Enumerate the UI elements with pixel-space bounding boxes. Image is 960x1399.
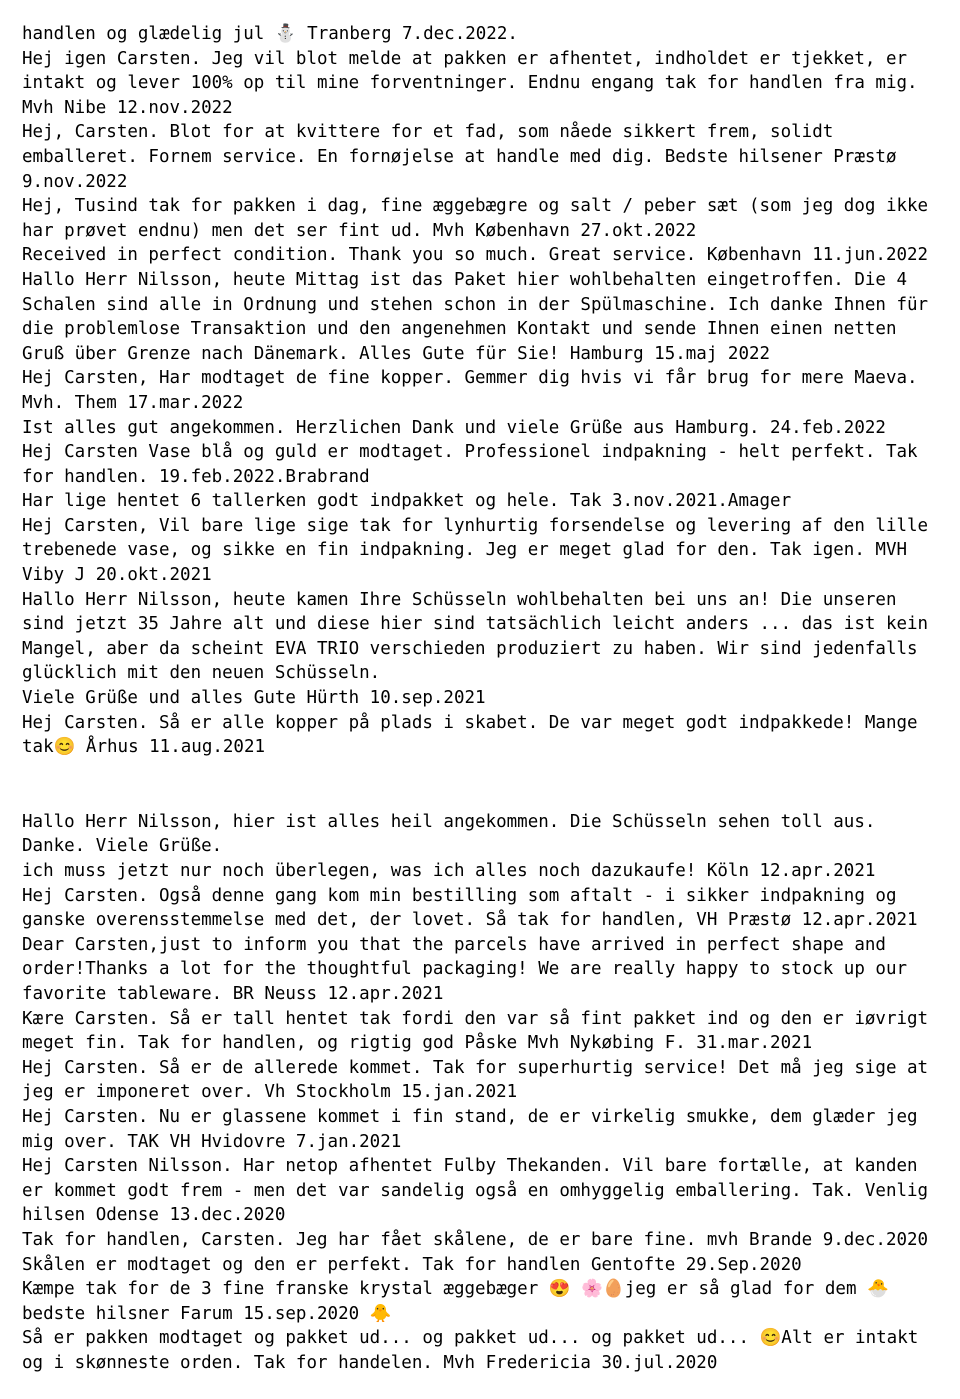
review-text: Hej Carsten. Så er alle kopper på plads i skabet. De var meget godt indpakkede! Mange tak😊 Århus 11.aug.2021 (22, 712, 918, 758)
review-text: Hej Carsten. Nu er glassene kommet i fin stand, de er virkelig smukke, dem glæder jeg mig over. TAK VH Hvidovre 7.jan.2021 (22, 1106, 918, 1152)
review-text: Hej Carsten. Så er de allerede kommet. Tak for superhurtig service! Det må jeg sige at jeg er imponeret over. Vh Stockholm 15.jan.2021 (22, 1057, 929, 1103)
review-text: Hej igen Carsten. Jeg vil blot melde at pakken er afhentet, indholdet er tjekket, er intakt og lever 100% op til mine forventninger. Endnu engang tak for handlen fra mig. Mvh Nibe 12.nov.2022 (22, 48, 918, 118)
review-text: Ist alles gut angekommen. Herzlichen Dank und viele Grüße aus Hamburg. 24.feb.2022 (22, 417, 886, 438)
review-text: Kæmpe tak for de 3 fine franske krystal æggebæger 😍 🌸🥚jeg er så glad for dem 🐣 bedste hilsner Farum 15.sep.2020 🐥 (22, 1279, 889, 1324)
section-gap (22, 760, 940, 810)
review-text: Dear Carsten,just to inform you that the parcels have arrived in perfect shape and order!Thanks a lot for the thoughtful packaging! We are really happy to stock up our favorite tableware. BR Neuss 12.apr.2021 (22, 934, 908, 1004)
review-text: handlen og glædelig jul ⛄ Tranberg 7.dec.2022. (22, 24, 518, 44)
review-text: Hallo Herr Nilsson, heute Mittag ist das Paket hier wohlbehalten eingetroffen. Die 4 Schalen sind alle in Ordnung und stehen schon in der Spülmaschine. Ich danke Ihnen für die problemlose Transaktion und den angenehmen Kontakt und sende Ihnen einen netten Gruß über Grenze nach Dänemark. Alles Gute für Sie! Hamburg 15.maj 2022 (22, 269, 929, 364)
review-list-top (22, 22, 940, 760)
review-text: Viele Grüße und alles Gute Hürth 10.sep.2021 (22, 688, 486, 709)
review-text: Hallo Herr Nilsson, heute kamen Ihre Schüsseln wohlbehalten bei uns an! Die unseren sind jetzt 35 Jahre alt und diese hier sind tatsächlich leicht anders ... das ist kein Mangel, aber da scheint EVA TRIO verschieden produziert zu haben. Wir sind jedenfalls glücklich mit den neuen Schüsseln. (22, 589, 929, 684)
review-text: ich muss jetzt nur noch überlegen, was ich alles noch dazukaufe! Köln 12.apr.2021 (22, 861, 876, 881)
review-text: Hallo Herr Nilsson, hier ist alles heil angekommen. Die Schüsseln sehen toll aus. Danke. Viele Grüße. (22, 811, 876, 857)
review-text: Received in perfect condition. Thank you so much. Great service. København 11.jun.2022 (22, 245, 929, 266)
review-text: Har lige hentet 6 tallerken godt indpakket og hele. Tak 3.nov.2021.Amager (22, 491, 792, 512)
review-text: Hej Carsten, Vil bare lige sige tak for lynhurtig forsendelse og levering af den lille trebenede vase, og sikke en fin indpakning. Jeg er meget glad for den. Tak igen. MVH Viby J 20.okt.2021 (22, 515, 929, 586)
review-text: Tak for handlen, Carsten. Jeg har fået skålene, de er bare fine. mvh Brande 9.dec.2020 (22, 1229, 929, 1250)
review-text: Skålen er modtaget og den er perfekt. Tak for handlen Gentofte 29.Sep.2020 (22, 1254, 802, 1275)
review-text: Hej, Carsten. Blot for at kvittere for et fad, som nåede sikkert frem, solidt emballeret. Fornem service. En fornøjelse at handle med dig. Bedste hilsener Præstø 9.nov.2022 (22, 122, 897, 192)
review-text: Hej Carsten Vase blå og guld er modtaget. Professionel indpakning - helt perfekt. Tak for handlen. 19.feb.2022.Brabrand (22, 442, 918, 487)
review-text: Så er pakken modtaget og pakket ud... og pakket ud... og pakket ud... 😊Alt er intakt og i skønneste orden. Tak for handelen. Mvh Fredericia 30.jul.2020 (22, 1328, 919, 1373)
review-text: Kære Carsten. Så er tall hentet tak fordi den var så fint pakket ind og den er iøvrigt meget fin. Tak for handlen, og rigtig god Påske Mvh Nykøbing F. 31.mar.2021 (22, 1008, 929, 1054)
review-list-bottom (22, 810, 940, 1376)
review-text: Hej Carsten, Har modtaget de fine kopper. Gemmer dig hvis vi får brug for mere Maeva. Mvh. Them 17.mar.2022 (22, 368, 918, 413)
review-text: Hej Carsten. Også denne gang kom min bestilling som aftalt - i sikker indpakning og ganske overensstemmelse med det, der lovet. Så tak for handlen, VH Præstø 12.apr.2021 (22, 885, 918, 931)
review-text: Hej Carsten Nilsson. Har netop afhentet Fulby Thekanden. Vil bare fortælle, at kanden er kommet godt frem - men det var sandelig også en omhyggelig emballering. Tak. Venlig hilsen Odense 13.dec.2020 (22, 1156, 929, 1226)
review-text: Hej, Tusind tak for pakken i dag, fine æggebægre og salt / peber sæt (som jeg dog ikke har prøvet endnu) men det ser fint ud. Mvh København 27.okt.2022 (22, 196, 929, 241)
